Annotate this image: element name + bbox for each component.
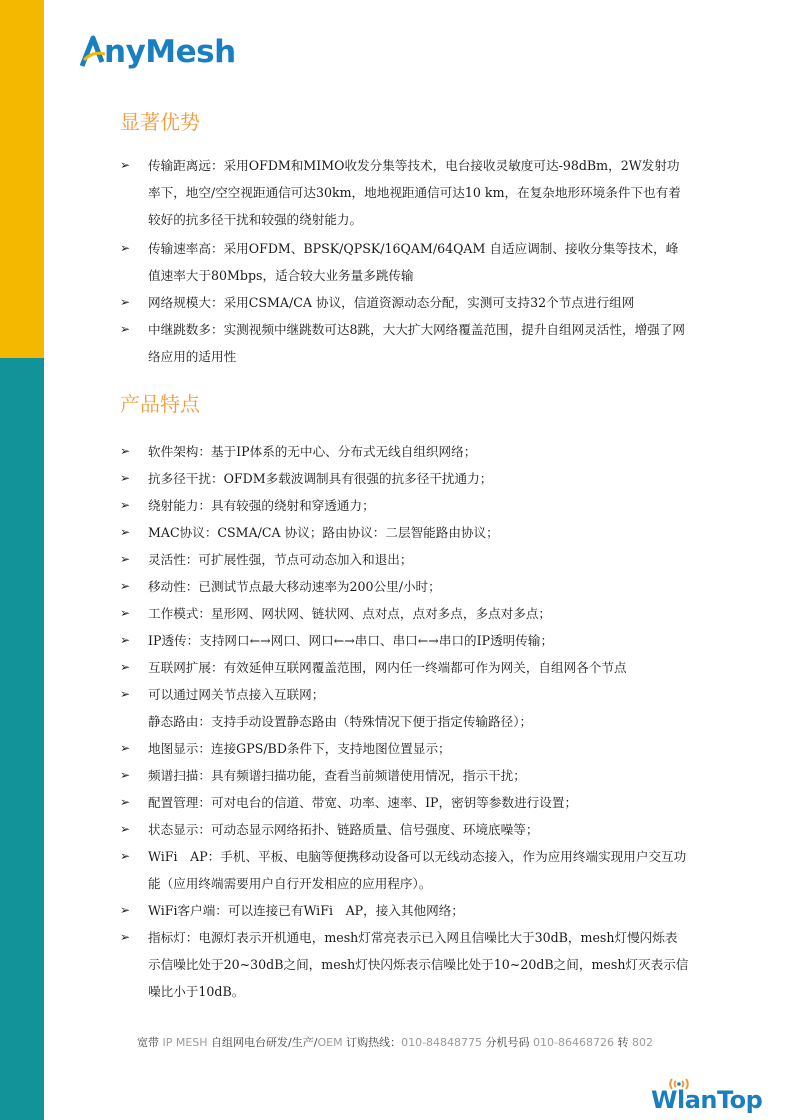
arrow-bullet-icon: ➢: [120, 444, 131, 458]
list-item: ➢ 频谱扫描：具有频谱扫描功能，查看当前频谱使用情况，指示干扰；: [120, 762, 690, 789]
list-item: ➢ WiFi AP：手机、平板、电脑等便携移动设备可以无线动态接入，作为应用终端实现用户交互功能（应用终端需要用户自行开发相应的应用程序）。: [120, 843, 690, 897]
list-item: ➢ 软件架构：基于IP体系的无中心、分布式无线自组织网络；: [120, 438, 690, 465]
list-item: ➢ 工作模式：星形网、网状网、链状网、点对点，点对多点，多点对多点；: [120, 600, 690, 627]
arrow-bullet-icon: ➢: [120, 241, 131, 255]
arrow-bullet-icon: ➢: [120, 768, 131, 782]
list-item: ➢ 地图显示：连接GPS/BD条件下，支持地图位置显示；: [120, 735, 690, 762]
advantages-list: [120, 152, 690, 370]
arrow-bullet-icon: ➢: [120, 660, 131, 674]
list-item: ➢ WiFi客户端：可以连接已有WiFi AP，接入其他网络；: [120, 897, 690, 924]
arrow-bullet-icon: ➢: [120, 525, 131, 539]
arrow-bullet-icon: ➢: [120, 471, 131, 485]
list-item: ➢ IP透传：支持网口←→网口、网口←→串口、串口←→串口的IP透明传输；: [120, 627, 690, 654]
anymesh-logo: [80, 30, 236, 74]
arrow-bullet-icon: ➢: [120, 795, 131, 809]
list-item: 静态路由：支持手动设置静态路由（特殊情况下便于指定传输路径）；: [148, 714, 533, 729]
arrow-bullet-icon: ➢: [120, 687, 131, 701]
section-title-advantages: 显著优势: [120, 110, 200, 134]
wlantop-logo-text: WlanTop: [651, 1086, 763, 1114]
list-item: ➢ 抗多径干扰：OFDM多载波调制具有很强的抗多径干扰通力；: [120, 465, 690, 492]
list-item: ➢ 状态显示：可动态显示网络拓扑、链路质量、信号强度、环境底噪等；: [120, 816, 690, 843]
arrow-bullet-icon: ➢: [120, 158, 131, 172]
list-item: ➢ MAC协议：CSMA/CA 协议；路由协议：二层智能路由协议；: [120, 519, 690, 546]
features-list: [120, 438, 690, 1005]
logo-text: nyMesh: [104, 34, 236, 70]
list-item: ➢ 移动性：已测试节点最大移动速率为200公里/小时；: [120, 573, 690, 600]
section-title-features: 产品特点: [120, 392, 200, 416]
list-item: ➢ 传输速率高：采用OFDM、BPSK/QPSK/16QAM/64QAM 自适应调制、接收分集等技术，峰值速率大于80Mbps，适合较大业务量多跳传输: [120, 235, 690, 289]
list-item: ➢ 可以通过网关节点接入互联网；: [120, 681, 690, 708]
arrow-bullet-icon: ➢: [120, 295, 131, 309]
arrow-bullet-icon: ➢: [120, 498, 131, 512]
arrow-bullet-icon: ➢: [120, 633, 131, 647]
list-item: ➢ 灵活性：可扩展性强，节点可动态加入和退出；: [120, 546, 690, 573]
wlantop-logo: [651, 1076, 761, 1116]
arrow-bullet-icon: ➢: [120, 552, 131, 566]
page-footer: 宽带 IP MESH 自组网电台研发/生产/OEM 订购热线：010-84848775 分机号码 010-86468726 转 802: [136, 1036, 653, 1049]
arrow-bullet-icon: ➢: [120, 322, 131, 336]
arrow-bullet-icon: ➢: [120, 930, 131, 944]
list-item: ➢ 网络规模大：采用CSMA/CA 协议，信道资源动态分配，实测可支持32个节点进行组网: [120, 289, 690, 316]
arrow-bullet-icon: ➢: [120, 822, 131, 836]
arrow-bullet-icon: ➢: [120, 849, 131, 863]
arrow-bullet-icon: ➢: [120, 606, 131, 620]
list-item: ➢ 指标灯：电源灯表示开机通电，mesh灯常亮表示已入网且信噪比大于30dB，mesh灯慢闪烁表示信噪比处于20~30dB之间，mesh灯快闪烁表示信噪比处于10~20dB之间，mesh灯灭表示信噪比小于10dB。: [120, 924, 690, 1005]
arrow-bullet-icon: ➢: [120, 903, 131, 917]
list-item: ➢ 传输距离远：采用OFDM和MIMO收发分集等技术，电台接收灵敏度可达-98dBm，2W发射功率下，地空/空空视距通信可达30km，地地视距通信可达10 km，在复杂地形环境条件下也有着较好的抗多径干扰和较强的绕射能力。: [120, 152, 690, 233]
arrow-bullet-icon: ➢: [120, 579, 131, 593]
anymesh-a-icon: [80, 32, 106, 72]
list-item: ➢ 中继跳数多：实测视频中继跳数可达8跳，大大扩大网络覆盖范围，提升自组网灵活性，增强了网络应用的适用性: [120, 316, 690, 370]
list-item: ➢ 配置管理：可对电台的信道、带宽、功率、速率、IP，密钥等参数进行设置；: [120, 789, 690, 816]
sidebar-accent-yellow: [0, 0, 44, 358]
list-item: ➢ 互联网扩展：有效延伸互联网覆盖范围，网内任一终端都可作为网关，自组网各个节点: [120, 654, 690, 681]
arrow-bullet-icon: ➢: [120, 741, 131, 755]
sidebar-accent-teal: [0, 358, 44, 1120]
list-item: ➢ 绕射能力：具有较强的绕射和穿透通力；: [120, 492, 690, 519]
